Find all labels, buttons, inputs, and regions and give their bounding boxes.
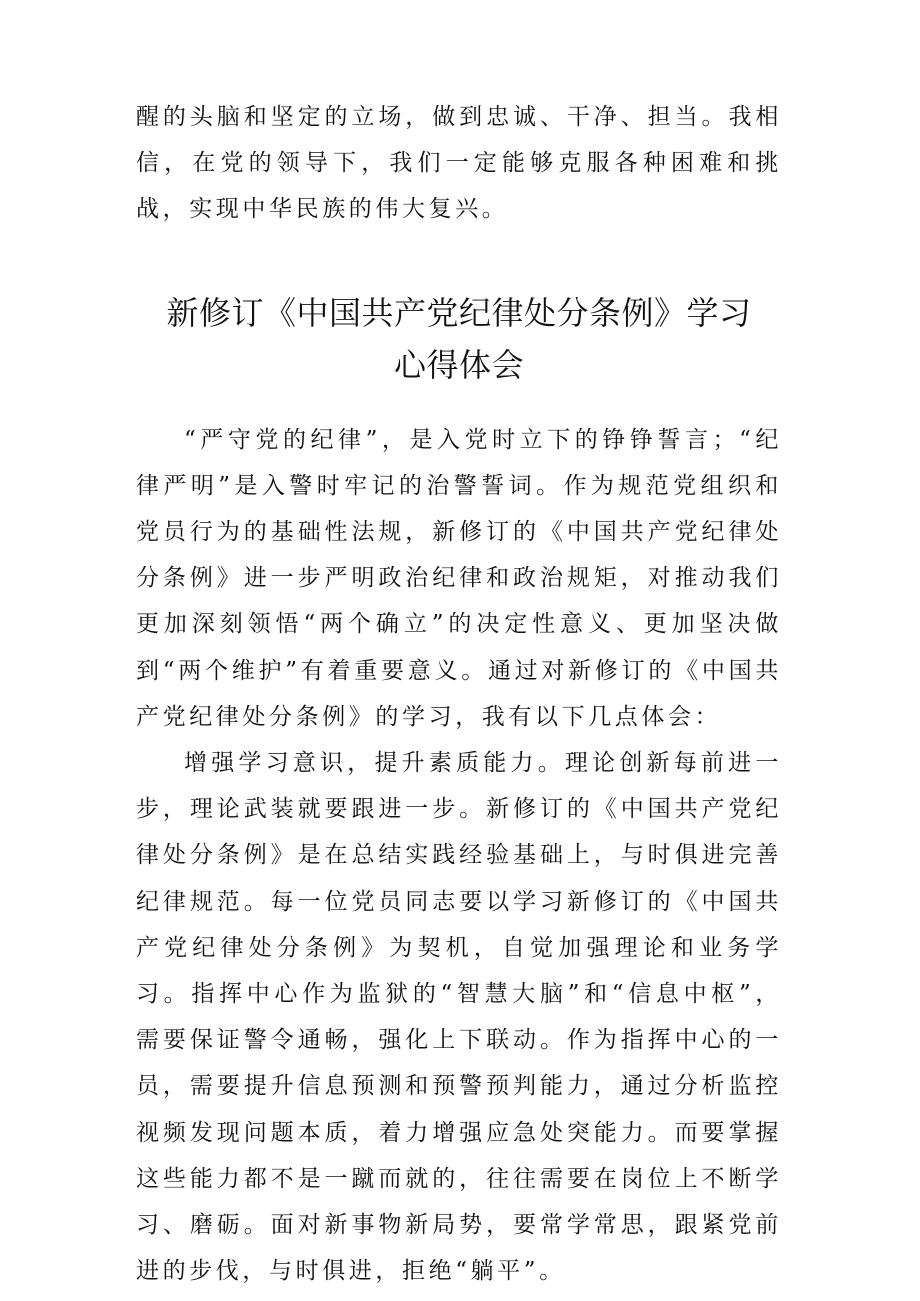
body-paragraph-study: 增强学习意识，提升素质能力。理论创新每前进一步，理论武装就要跟进一步。新修订的《中国共产党纪律处分条例》是在总结实践经验基础上，与时俱进完善纪律规范。每一位党员同志要以学习新修订的《中国共产党纪律处分条例》为契机，自觉加强理论和业务学习。指挥中心作为监狱的“智慧大脑”和“信息中枢”，需要保证警令通畅，强化上下联动。作为指挥中心的一员，需要提升信息预测和预警预判能力，通过分析监控视频发现问题本质，着力增强应急处突能力。而要掌握这些能力都不是一蹴而就的，往往需要在岗位上不断学习、磨砺。面对新事物新局势，要常学常思，跟紧党前进的步伐，与时俱进，拒绝“躺平”。 bbox=[136, 750, 782, 1285]
document-title bbox=[136, 287, 782, 391]
title-line-2: 心得体会 bbox=[393, 345, 524, 384]
title-line-1: 新修订《中国共产党纪律处分条例》学习 bbox=[166, 293, 752, 332]
continuation-paragraph: 醒的头脑和坚定的立场，做到忠诚、干净、担当。我相信，在党的领导下，我们一定能够克服各种困难和挑战，实现中华民族的伟大复兴。 bbox=[136, 104, 782, 223]
body-paragraph-intro: “严守党的纪律”，是入党时立下的铮铮誓言；“纪律严明”是入警时牢记的治警誓词。作为规范党组织和党员行为的基础性法规，新修订的《中国共产党纪律处分条例》进一步严明政治纪律和政治规矩，对推动我们更加深刻领悟“两个确立”的决定性意义、更加坚决做到“两个维护”有着重要意义。通过对新修订的《中国共产党纪律处分条例》的学习，我有以下几点体会： bbox=[136, 426, 782, 730]
